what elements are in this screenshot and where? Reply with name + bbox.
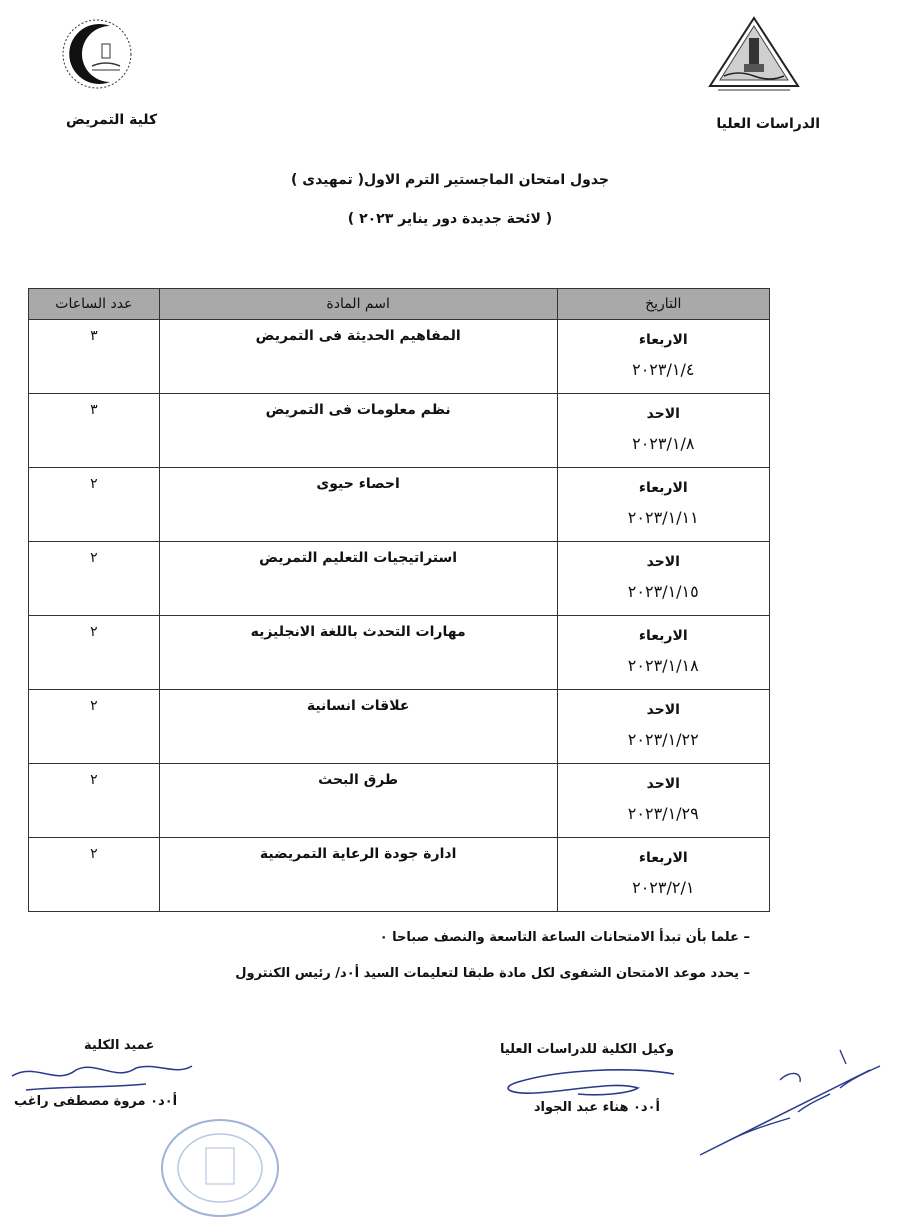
table-row [29,764,770,838]
exam-schedule-table [28,288,770,912]
hours-value: ٢ [90,846,98,862]
date-cell [557,838,769,912]
faculty-of-nursing-label: كلية التمريض [66,112,158,128]
day-name: الاحد [646,776,680,792]
day-name: الاربعاء [638,850,688,866]
subject-cell [159,616,557,690]
hours-value: ٢ [90,550,98,566]
hours-value: ٣ [90,402,98,418]
vice-dean-signature-scribble [478,1064,678,1104]
dean-name: أ٠د٠ مروة مصطفى راغب [14,1094,178,1109]
hours-value: ٣ [90,328,98,344]
header-hours: عدد الساعات [29,289,160,320]
header-subject: اسم المادة [159,289,557,320]
subject-cell [159,394,557,468]
exam-date: ٢٠٢٣/١/٢٢ [627,730,699,749]
subject-cell [159,468,557,542]
exam-date: ٢٠٢٣/١/١١ [627,508,699,527]
subject-cell [159,690,557,764]
date-cell [557,542,769,616]
hours-cell [29,616,160,690]
hours-value: ٢ [90,624,98,640]
table-row [29,542,770,616]
subject-name: ادارة جودة الرعاية التمريضية [259,846,457,862]
table-row [29,690,770,764]
subject-name: استراتيجيات التعليم التمريض [259,550,458,566]
vice-dean-title: وكيل الكلية للدراسات العليا [499,1042,674,1057]
hours-cell [29,394,160,468]
date-cell [557,764,769,838]
hours-cell [29,542,160,616]
vice-dean-name: أ٠د٠ هناء عبد الجواد [533,1100,660,1115]
schedule-subtitle: ( لائحة جديدة دور يناير ٢٠٢٣ ) [347,211,553,227]
day-name: الاحد [646,406,680,422]
subject-cell [159,764,557,838]
day-name: الاربعاء [638,628,688,644]
exam-date: ٢٠٢٣/١/٤ [632,360,695,379]
date-cell [557,690,769,764]
exam-date: ٢٠٢٣/١/١٥ [627,582,699,601]
subject-name: المفاهيم الحديثة فى التمريض [255,328,461,344]
date-cell [557,394,769,468]
exam-date: ٢٠٢٣/١/١٨ [627,656,699,675]
exam-date: ٢٠٢٣/٢/١ [632,878,695,897]
hours-cell [29,468,160,542]
hours-cell [29,838,160,912]
table-row [29,320,770,394]
subject-name: طرق البحث [318,772,399,788]
day-name: الاحد [646,554,680,570]
hours-cell [29,690,160,764]
date-cell [557,468,769,542]
date-cell [557,320,769,394]
table-row [29,468,770,542]
table-row [29,394,770,468]
dean-signature-scribble [6,1056,196,1096]
note-oral-exam: – يحدد موعد الامتحان الشفوى لكل مادة طبقا لتعليمات السيد أ٠د/ رئيس الكنترول [235,966,750,981]
subject-name: مهارات التحدث باللغة الانجليزيه [250,624,466,640]
hours-cell [29,320,160,394]
subject-name: احصاء حيوى [316,476,400,492]
subject-cell [159,542,557,616]
subject-name: نظم معلومات فى التمريض [265,402,451,418]
day-name: الاربعاء [638,480,688,496]
header-date: التاريخ [557,289,769,320]
subject-cell [159,838,557,912]
graduate-studies-label: الدراسات العليا [716,116,820,132]
subject-cell [159,320,557,394]
date-cell [557,616,769,690]
hours-value: ٢ [90,476,98,492]
hours-value: ٢ [90,772,98,788]
dean-title: عميد الكلية [84,1038,155,1053]
note-start-time: – علما بأن تبدأ الامتحانات الساعة التاسعة والنصف صباحا ٠ [379,930,750,945]
handwritten-note-scribble [690,1030,890,1160]
table-row [29,838,770,912]
table-header-row [29,289,770,320]
hours-cell [29,764,160,838]
table-row [29,616,770,690]
faculty-stamp-seal [150,1108,290,1218]
exam-date: ٢٠٢٣/١/٢٩ [627,804,699,823]
nursing-crescent-logo-icon [52,14,142,96]
subject-name: علاقات انسانية [306,698,410,714]
day-name: الاربعاء [638,332,688,348]
schedule-title: جدول امتحان الماجستير الترم الاول( تمهيدى ) [290,172,610,188]
university-pyramid-logo-icon [708,14,800,94]
day-name: الاحد [646,702,680,718]
hours-value: ٢ [90,698,98,714]
exam-date: ٢٠٢٣/١/٨ [632,434,695,453]
